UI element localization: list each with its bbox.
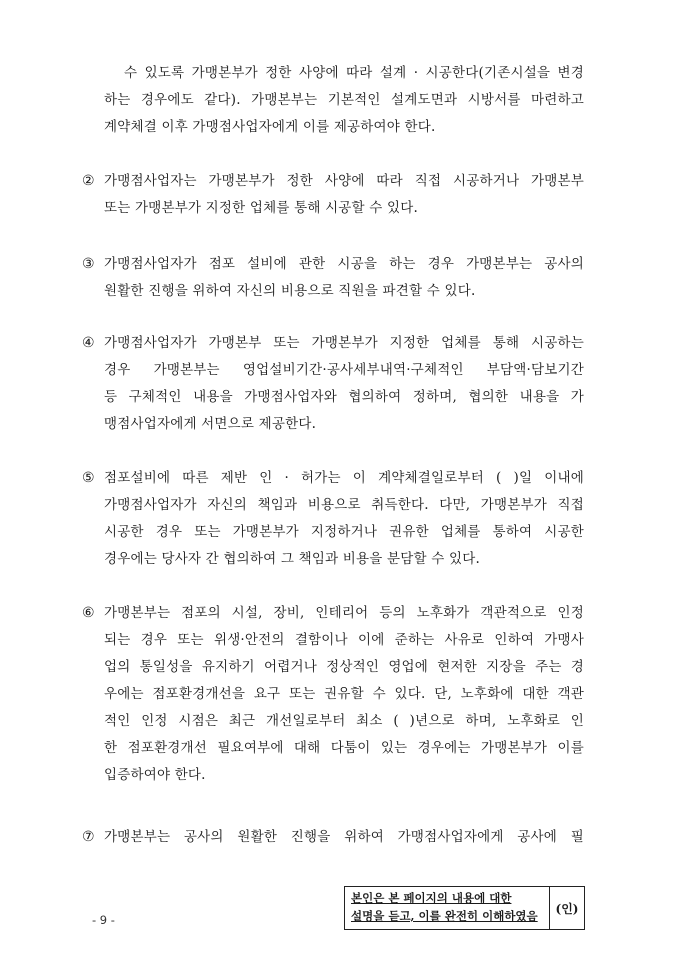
- seal-stamp-field[interactable]: (인): [555, 901, 579, 916]
- paragraph-line: 가맹본부는 공사의 원활한 진행을 위하여 가맹점사업자에게 공사에 필: [104, 829, 584, 845]
- paragraph-line: 한 점포환경개선 필요여부에 대해 다툼이 있는 경우에는 가맹본부가 이를: [104, 740, 584, 756]
- paragraph-line: 가맹점사업자가 가맹본부 또는 가맹본부가 지정한 업체를 통해 시공하는: [104, 335, 584, 351]
- clause-number: ⑥: [82, 605, 95, 621]
- paragraph-line: 적인 인정 시점은 최근 개선일로부터 최소 ( )년으로 하며, 노후화로 인: [104, 713, 584, 729]
- clause-item-6: [82, 600, 584, 789]
- paragraph-line: 가맹점사업자는 가맹본부가 정한 사양에 따라 직접 시공하거나 가맹본부: [104, 173, 584, 189]
- paragraph-line: 가맹점사업자가 점포 설비에 관한 시공을 하는 경우 가맹본부는 공사의: [104, 256, 584, 272]
- clause-number: ⑦: [82, 829, 95, 845]
- confirmation-line: 본인은 본 페이지의 내용에 대한: [351, 891, 512, 905]
- clause-number: ③: [82, 256, 95, 272]
- paragraph-line: 경우에는 당사자 간 협의하여 그 책임과 비용을 분담할 수 있다.: [104, 551, 480, 567]
- clause-number: ④: [82, 335, 95, 351]
- confirmation-line: 설명을 듣고, 이를 완전히 이해하였음: [351, 909, 538, 923]
- page-number: - 9 -: [92, 913, 115, 927]
- clause-item-2: [82, 168, 584, 222]
- clause-item-3: [82, 251, 584, 305]
- paragraph-line: 등 구체적인 내용을 가맹점사업자와 협의하여 정하며, 협의한 내용을 가: [104, 389, 584, 405]
- clause-item-4: [82, 330, 584, 438]
- paragraph-line: 가맹점사업자가 자신의 책임과 비용으로 취득한다. 다만, 가맹본부가 직접: [104, 497, 584, 513]
- paragraph-line: 맹점사업자에게 서면으로 제공한다.: [104, 416, 317, 432]
- clause-item-7: [82, 824, 584, 851]
- paragraph-line: 점포설비에 따른 제반 인 · 허가는 이 계약체결일로부터 ( )일 이내에: [104, 470, 584, 486]
- paragraph-line: 경우 가맹본부는 영업설비기간·공사세부내역·구체적인 부담액·담보기간: [104, 362, 584, 378]
- paragraph-line: 되는 경우 또는 위생·안전의 결함이나 이에 준하는 사유로 인하여 가맹사: [104, 632, 584, 648]
- paragraph-line: 또는 가맹본부가 지정한 업체를 통해 시공할 수 있다.: [104, 200, 418, 216]
- paragraph-line: 시공한 경우 또는 가맹본부가 지정하거나 권유한 업체를 통하여 시공한: [104, 524, 584, 540]
- paragraph-line: 업의 통일성을 유지하기 어렵거나 정상적인 영업에 현저한 지장을 주는 경: [104, 659, 584, 675]
- clause-number: ②: [82, 173, 95, 189]
- paragraph-line: 수 있도록 가맹본부가 정한 사양에 따라 설계 · 시공한다(기존시설을 변경: [124, 65, 584, 81]
- confirmation-text: [345, 887, 550, 929]
- paragraph-line: 하는 경우에도 같다). 가맹본부는 기본적인 설계도면과 시방서를 마련하고: [104, 92, 584, 108]
- paragraph-line: 우에는 점포환경개선을 요구 또는 권유할 수 있다. 단, 노후화에 대한 객관: [104, 686, 584, 702]
- paragraph-line: 입증하여야 한다.: [104, 767, 206, 783]
- paragraph-line: 원활한 진행을 위하여 자신의 비용으로 직원을 파견할 수 있다.: [104, 283, 476, 299]
- paragraph-line: 가맹본부는 점포의 시설, 장비, 인테리어 등의 노후화가 객관적으로 인정: [104, 605, 584, 621]
- confirmation-box: [344, 886, 585, 930]
- paragraph-line: 계약체결 이후 가맹점사업자에게 이를 제공하여야 한다.: [104, 119, 436, 135]
- clause-item-5: [82, 465, 584, 573]
- intro-paragraph: [104, 60, 584, 141]
- clause-number: ⑤: [82, 470, 95, 486]
